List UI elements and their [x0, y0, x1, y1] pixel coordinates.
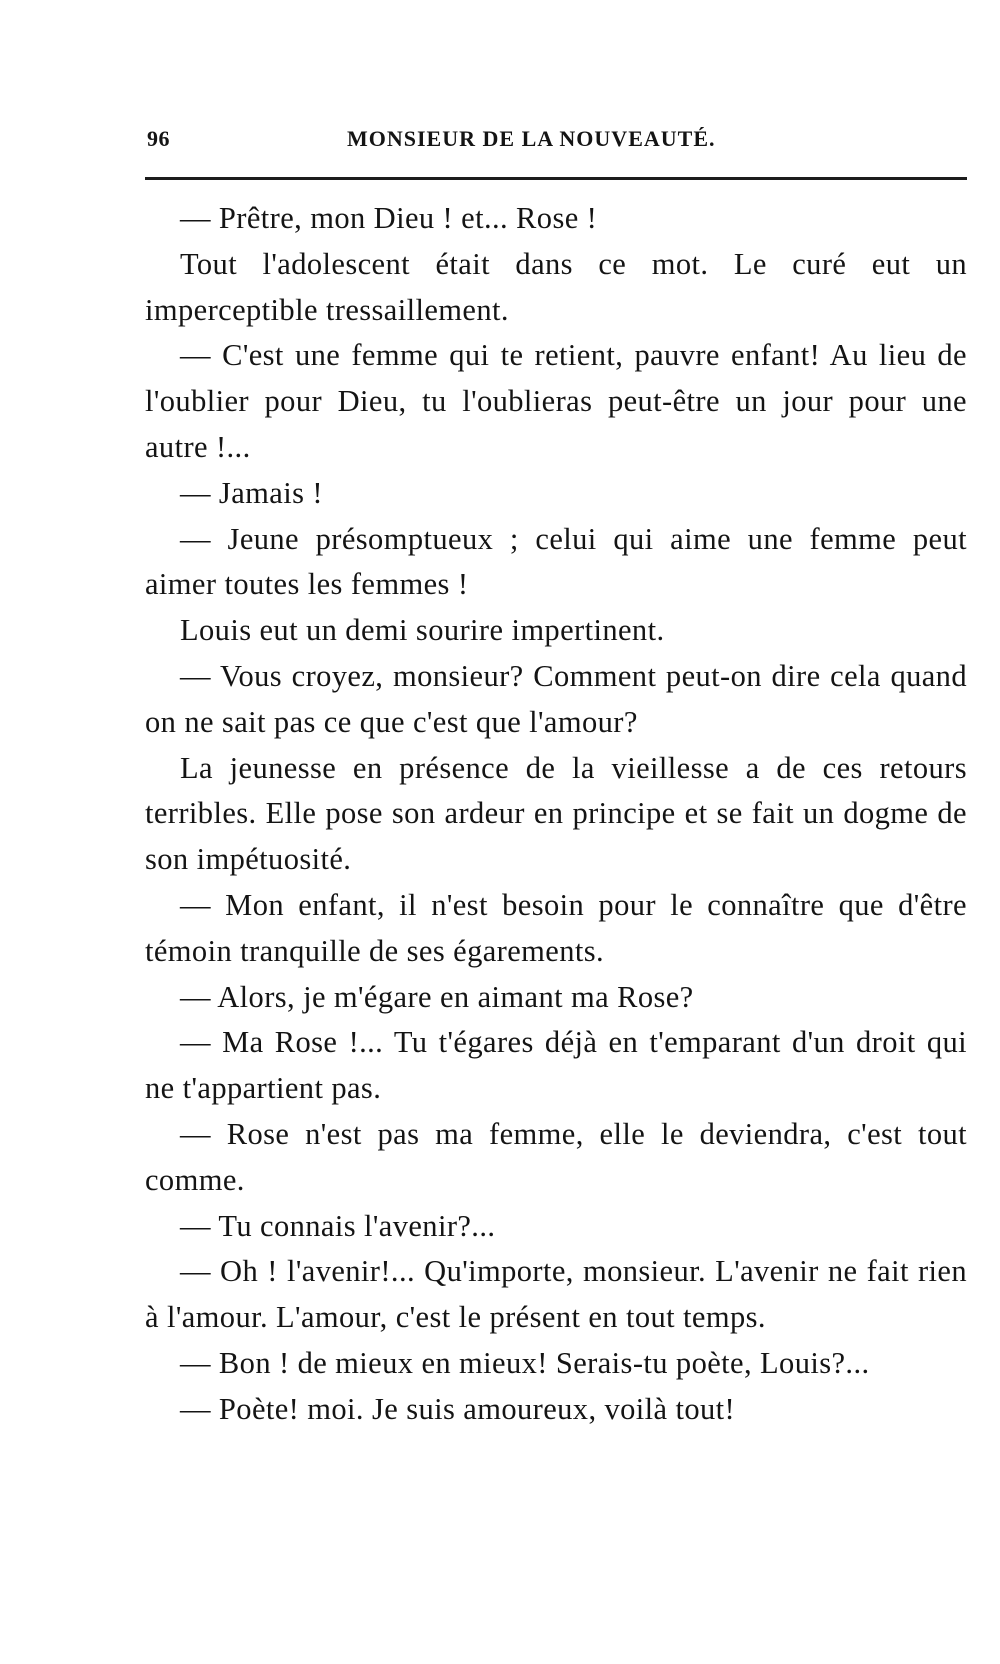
body-text	[145, 196, 967, 1433]
paragraph: — Alors, je m'égare en aimant ma Rose?	[180, 979, 694, 1014]
header-rule	[145, 177, 967, 180]
paragraph: — Rose n'est pas ma femme, elle le deviendra, c'est tout comme.	[145, 1116, 967, 1197]
paragraph: — Jeune présomptueux ; celui qui aime une femme peut aimer toutes les femmes !	[145, 521, 967, 602]
paragraph: Louis eut un demi sourire impertinent.	[180, 613, 665, 648]
paragraph: — C'est une femme qui te retient, pauvre enfant! Au lieu de l'oublier pour Dieu, tu l'oublieras peut-être un jour pour une autre !...	[145, 338, 967, 464]
paragraph: — Prêtre, mon Dieu ! et... Rose !	[180, 201, 598, 235]
paragraph: — Oh ! l'avenir!... Qu'importe, monsieur. L'avenir ne fait rien à l'amour. L'amour, c'est le présent en tout temps.	[145, 1254, 967, 1335]
paragraph: — Tu connais l'avenir?...	[180, 1208, 496, 1243]
page-header	[147, 126, 967, 166]
paragraph: — Vous croyez, monsieur? Comment peut-on dire cela quand on ne sait pas ce que c'est que l'amour?	[145, 658, 967, 739]
paragraph: La jeunesse en présence de la vieillesse a de ces retours terribles. Elle pose son ardeur en principe et se fait un dogme de son impétuosité.	[145, 750, 967, 877]
paragraph: — Mon enfant, il n'est besoin pour le connaître que d'être témoin tranquille de ses égarements.	[145, 887, 967, 968]
running-title: MONSIEUR DE LA NOUVEAUTÉ.	[347, 126, 716, 151]
paragraph: — Jamais !	[180, 475, 323, 510]
paragraph: — Bon ! de mieux en mieux! Serais-tu poète, Louis?...	[180, 1345, 870, 1380]
paragraph: Tout l'adolescent était dans ce mot. Le curé eut un imperceptible tressaillement.	[145, 246, 967, 327]
paragraph: — Ma Rose !... Tu t'égares déjà en t'emparant d'un droit qui ne t'appartient pas.	[145, 1025, 967, 1106]
paragraph: — Poète! moi. Je suis amoureux, voilà tout!	[180, 1391, 736, 1426]
page-number: 96	[147, 126, 170, 151]
